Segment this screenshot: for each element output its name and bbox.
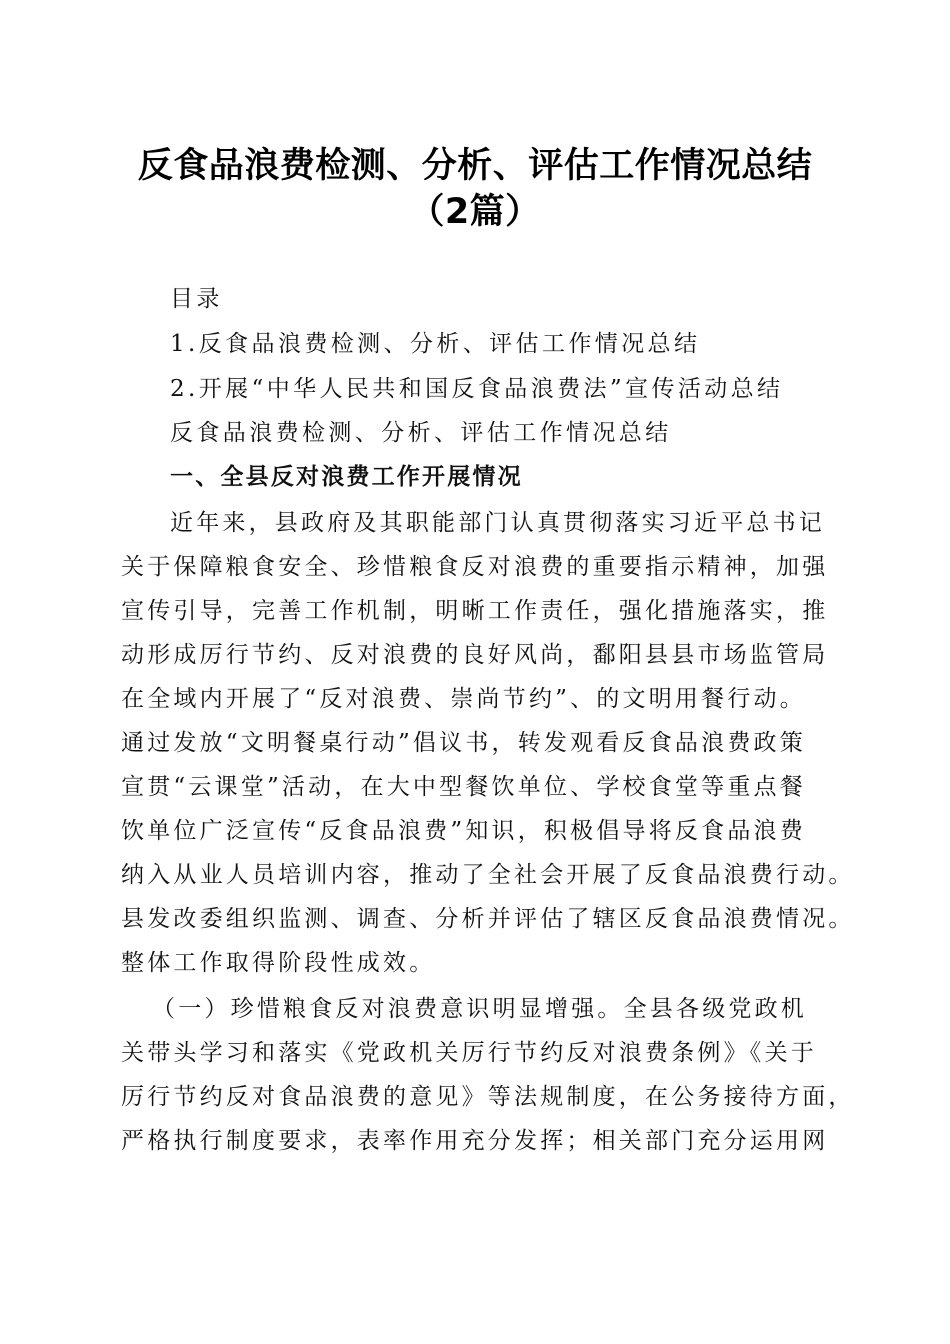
paragraph-line: 近年来，县政府及其职能部门认真贯彻落实习近平总书记 — [170, 510, 825, 536]
paragraph-line: 县发改委组织监测、调查、分析并评估了辖区反食品浪费情况。 — [121, 906, 855, 932]
paragraph-line: 饮单位广泛宣传“反食品浪费”知识，积极倡导将反食品浪费 — [121, 818, 806, 844]
section-heading: 一、全县反对浪费工作开展情况 — [170, 464, 523, 490]
toc-item-2: 2.开展“中华人民共和国反食品浪费法”宣传活动总结 — [170, 376, 784, 402]
paragraph-line: （一）珍惜粮食反对浪费意识明显增强。全县各级党政机 — [152, 996, 807, 1022]
paragraph-line: 通过发放“文明餐桌行动”倡议书，转发观看反食品浪费政策 — [121, 730, 806, 756]
paragraph-line: 关带头学习和落实《党政机关厉行节约反对浪费条例》《关于 — [121, 1040, 817, 1066]
document-title-count: （2篇） — [409, 192, 541, 232]
paragraph-line: 宣传引导，完善工作机制，明晰工作责任，强化措施落实，推 — [121, 598, 829, 624]
paragraph-line: 整体工作取得阶段性成效。 — [121, 950, 436, 976]
toc-item-1: 1.反食品浪费检测、分析、评估工作情况总结 — [170, 331, 701, 357]
paragraph-line: 关于保障粮食安全、珍惜粮食反对浪费的重要指示精神，加强 — [121, 554, 829, 580]
document-title: 反食品浪费检测、分析、评估工作情况总结 — [137, 146, 813, 186]
paragraph-line: 宣贯“云课堂”活动，在大中型餐饮单位、学校食堂等重点餐 — [121, 774, 806, 800]
toc-label: 目录 — [170, 286, 223, 312]
paragraph-line: 在全域内开展了“反对浪费、崇尚节约”、的文明用餐行动。 — [121, 686, 806, 712]
paragraph-line: 动形成厉行节约、反对浪费的良好风尚，鄱阳县县市场监管局 — [121, 642, 829, 668]
paragraph-line: 厉行节约反对食品浪费的意见》等法规制度，在公务接待方面， — [121, 1084, 855, 1110]
article-title: 反食品浪费检测、分析、评估工作情况总结 — [170, 420, 672, 446]
paragraph-line: 纳入从业人员培训内容，推动了全社会开展了反食品浪费行动。 — [121, 862, 855, 888]
paragraph-line: 严格执行制度要求，表率作用充分发挥；相关部门充分运用网 — [121, 1128, 829, 1154]
